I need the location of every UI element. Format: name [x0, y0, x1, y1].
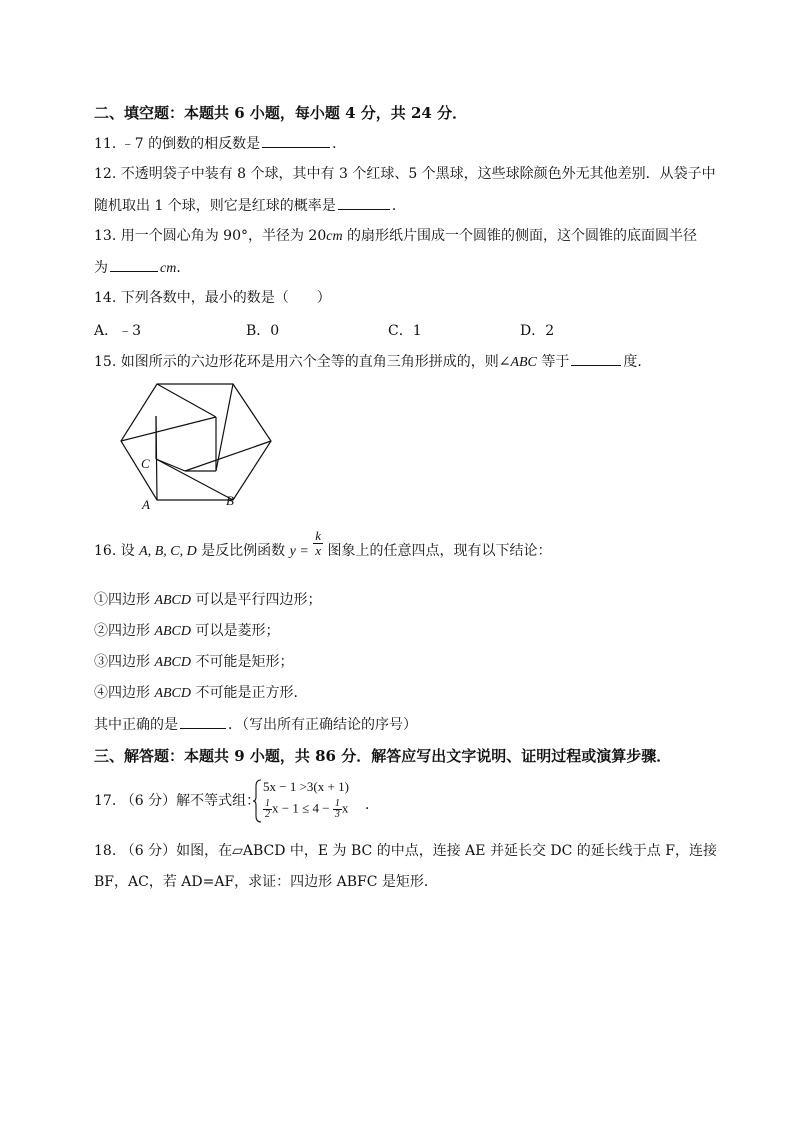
question-11 — [94, 133, 346, 154]
fraction-numerator: k — [315, 527, 322, 543]
question-11-text: 11. — [94, 136, 117, 152]
question-16-tail: 图象上的任意四点，现有以下结论： — [323, 543, 552, 559]
brace-icon — [253, 778, 263, 824]
question-16 — [94, 527, 552, 562]
conclusion-2-name: ABCD — [154, 624, 192, 639]
inequality-2 — [263, 799, 348, 820]
points-abcd: A, B, C, D — [139, 544, 197, 559]
fraction-k-over-x — [313, 529, 323, 558]
conclusion-2-post: 可以是菱形； — [191, 623, 280, 639]
choice-c[interactable]: C．1 — [388, 323, 422, 339]
question-13-text-2: 的扇形纸片围成一个圆锥的侧面，这个圆锥的底面圆半径 — [342, 228, 698, 244]
question-11-tail: ． — [332, 136, 347, 152]
conclusion-1-name: ABCD — [154, 593, 192, 608]
conclusion-3-name: ABCD — [154, 655, 192, 670]
conclusion-3-post: 不可能是矩形； — [191, 654, 294, 670]
question-17-tail: ． — [365, 797, 379, 813]
question-15-mid: 等于 — [536, 354, 570, 370]
conclusion-1-post: 可以是平行四边形； — [191, 592, 322, 608]
conclusion-4 — [94, 683, 307, 704]
question-16-text: 16. 设 — [94, 543, 140, 559]
spoke-2 — [216, 384, 233, 471]
half-den: 2 — [265, 809, 270, 820]
label-a: A — [142, 497, 150, 512]
conclusion-4-pre: ④四边形 — [94, 685, 155, 701]
fraction-denominator: x — [315, 542, 322, 558]
label-b: B — [226, 493, 234, 508]
answer-blank-15[interactable] — [571, 351, 621, 366]
question-12-text: 随机取出 1 个球，则它是红球的概率是 — [94, 198, 336, 214]
angle-abc: ABC — [510, 355, 537, 370]
inequality-system — [253, 778, 379, 824]
question-12-line-1: 12. 不透明袋子中装有 8 个球，其中有 3 个红球、5 个黑球，这些球除颜色外无其他差别．从袋子中 — [94, 166, 716, 182]
conclusion-2-pre: ②四边形 — [94, 623, 155, 639]
question-13-text: 13. 用一个圆心角为 90°，半径为 20 — [94, 228, 327, 244]
question-16-answer — [94, 714, 417, 735]
inequality-1: 5x − 1 >3(x + 1) — [263, 779, 349, 794]
hexagon-diagram — [110, 376, 290, 516]
question-15-text: 15. 如图所示的六边形花环是用六个全等的直角三角形拼成的，则∠ — [94, 354, 511, 370]
conclusion-2 — [94, 621, 279, 642]
question-13-line-1 — [94, 226, 697, 247]
hexagon-figure — [110, 376, 290, 520]
conclusion-1 — [94, 590, 321, 611]
spoke-3 — [185, 441, 271, 471]
section-title-fill-in: 二、填空题：本题共 6 小题，每小题 4 分，共 24 分． — [94, 104, 468, 122]
conclusion-4-name: ABCD — [154, 686, 192, 701]
question-12-line-2 — [94, 195, 406, 216]
question-16-answer-post: ．（写出所有正确结论的序号） — [228, 717, 417, 733]
question-15-tail: 度． — [623, 354, 652, 370]
question-17: 17. （6 分）解不等式组： — [94, 793, 261, 809]
spoke-1 — [157, 384, 216, 417]
question-14: 14. 下列各数中，最小的数是（ ） — [94, 290, 331, 306]
answer-blank-11[interactable] — [262, 133, 330, 148]
question-16-mid: 是反比例函数 — [196, 543, 290, 559]
question-12-tail: ． — [391, 198, 406, 214]
function-lhs: y = — [289, 544, 309, 559]
question-18-line-2: BF，AC，若 AD=AF，求证：四边形 ABFC 是矩形． — [94, 874, 438, 890]
inequality-2-tail: x — [341, 800, 349, 816]
third-num: 1 — [334, 798, 340, 809]
unit-cm: cm — [326, 229, 343, 244]
question-15 — [94, 351, 651, 373]
inequality-2-mid: x − 1 ≤ 4 − — [272, 800, 330, 816]
question-11-body: ﹣7 的倒数的相反数是 — [120, 136, 261, 152]
unit-cm-2: cm — [160, 261, 177, 276]
conclusion-3-pre: ③四边形 — [94, 654, 155, 670]
choice-b[interactable]: B．0 — [246, 323, 280, 339]
question-18-line-1: 18. （6 分）如图，在▱ABCD 中，E 为 BC 的中点，连接 AE 并延长交 DC 的延长线于点 F，连接 — [94, 843, 717, 859]
half-num: 1 — [265, 798, 270, 809]
choice-d[interactable]: D．2 — [520, 323, 555, 339]
third-den: 3 — [334, 809, 340, 820]
fraction-half — [263, 799, 272, 820]
conclusion-1-pre: ①四边形 — [94, 592, 155, 608]
answer-blank-12[interactable] — [338, 195, 390, 210]
answer-blank-16[interactable] — [180, 714, 226, 729]
question-13-prefix: 为 — [94, 260, 108, 276]
question-13-tail: ． — [176, 260, 191, 276]
fraction-third — [333, 799, 342, 820]
conclusion-3 — [94, 652, 293, 673]
question-16-answer-pre: 其中正确的是 — [94, 717, 178, 733]
spoke-6 — [121, 417, 216, 441]
label-c: C — [141, 456, 150, 471]
answer-blank-13[interactable] — [110, 257, 158, 272]
inner-edge-3 — [156, 459, 185, 471]
choice-a[interactable]: A．﹣3 — [94, 323, 142, 339]
section-title-solve: 三、解答题：本题共 9 小题，共 86 分．解答应写出文字说明、证明过程或演算步骤． — [94, 747, 672, 765]
conclusion-4-post: 不可能是正方形． — [191, 685, 308, 701]
question-13-line-2 — [94, 257, 190, 279]
outer-hexagon — [121, 384, 271, 500]
spoke-4 — [156, 459, 233, 500]
